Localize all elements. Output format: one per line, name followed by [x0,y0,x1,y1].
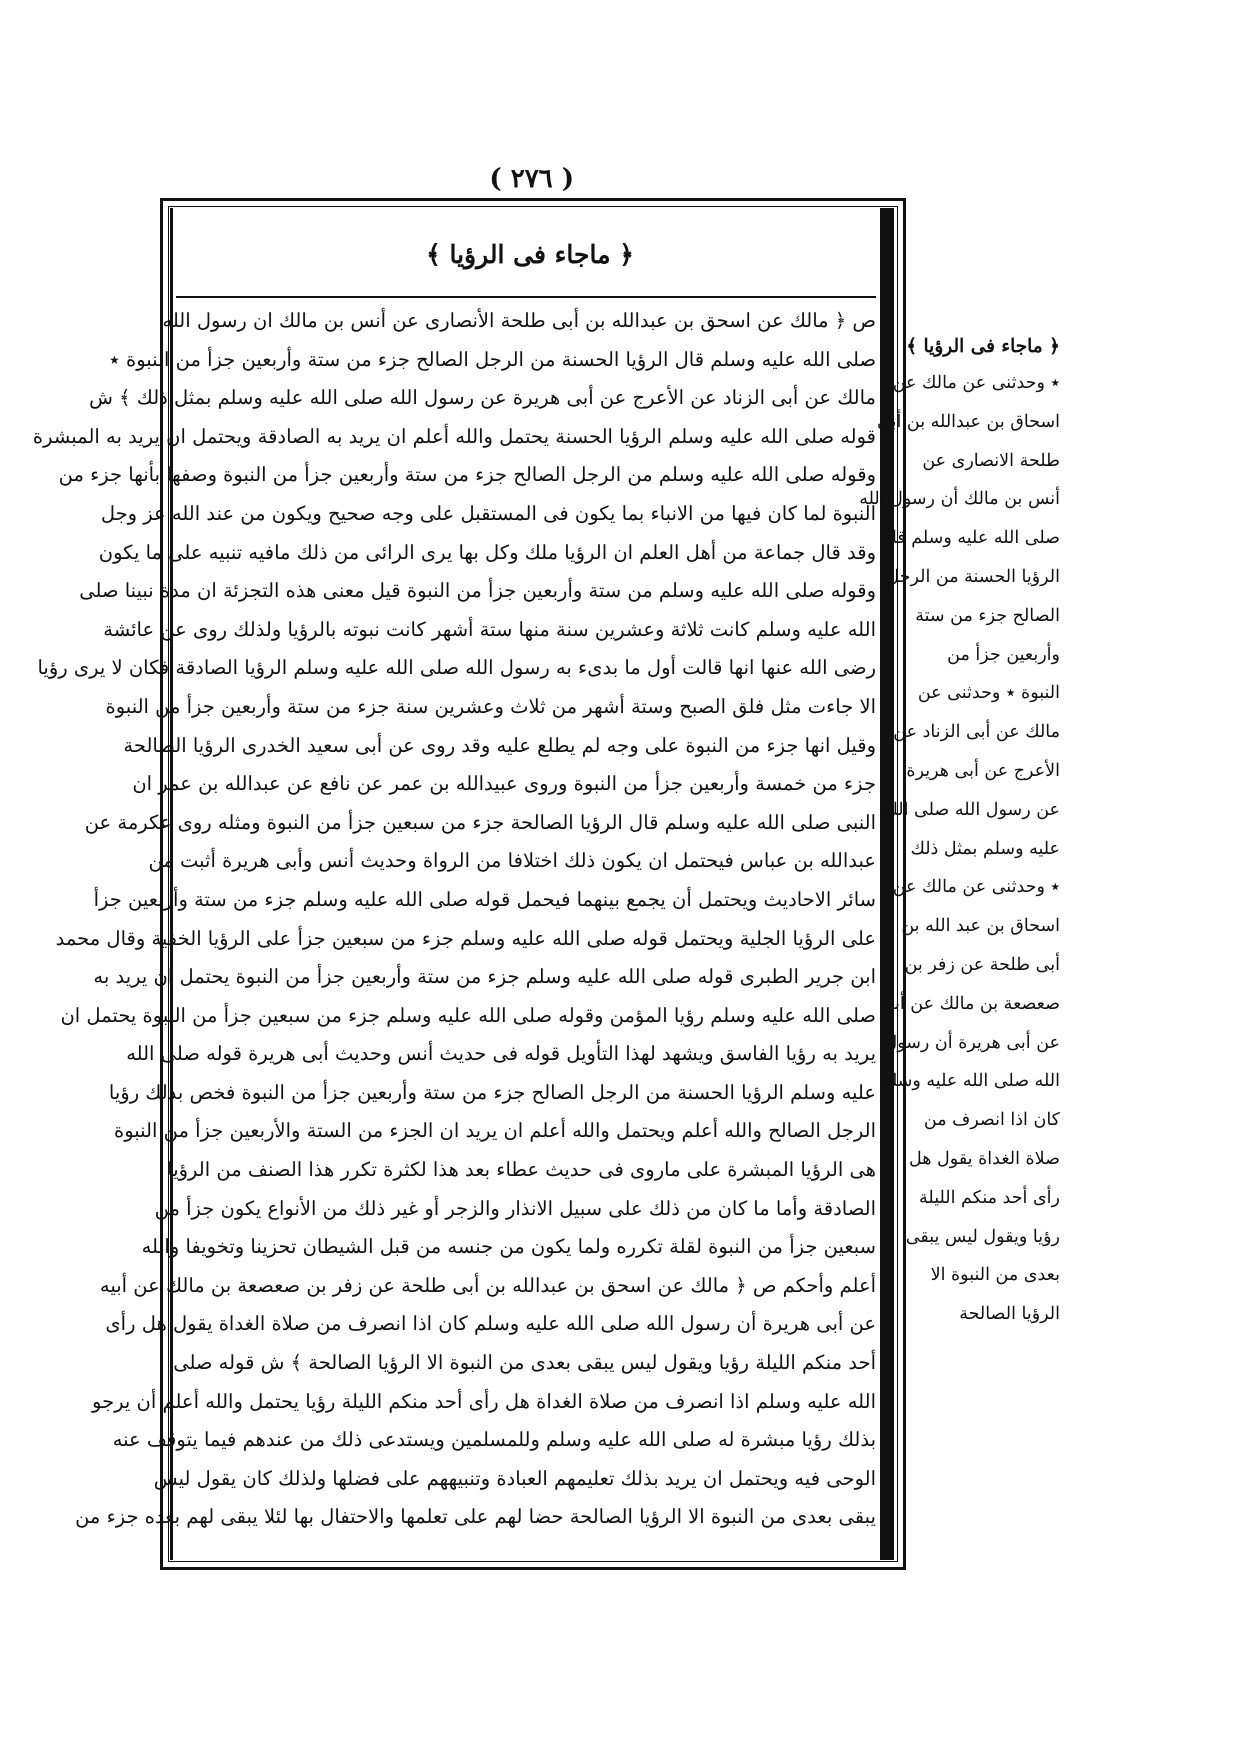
margin-line: طلحة الانصارى عن [922,450,1060,471]
margin-line: ٭ وحدثنى عن مالك عن [892,373,1060,393]
commentary-line: ابن جرير الطبرى قوله صلى الله عليه وسلم جزء من ستة وأربعين جزأ من النبوة يحتمل ان يريد به [93,965,876,989]
commentary-line: قوله صلى الله عليه وسلم الرؤيا الحسنة يحتمل والله أعلم ان يريد به الصادقة ويحتمل ان يريد به المبشرة [32,424,876,448]
chapter-heading: ﴿ ماجاء فى الرؤيا ﴾ [426,240,634,269]
margin-line: الأعرج عن أبى هريرة [906,760,1060,781]
margin-line: النبوة ٭ وحدثنى عن [917,683,1060,704]
commentary-line: يبقى بعدى من النبوة الا الرؤيا الصالحة حضا لهم على تعلمها والاحتفال بها لئلا يبقى لهم بعده جزء من [75,1505,876,1529]
commentary-line: سائر الاحاديث ويحتمل أن يجمع بينهما فيحمل قوله صلى الله عليه وسلم جزء من ستة وأربعين جزأ [93,887,876,911]
margin-line: كان اذا انصرف من [923,1110,1060,1131]
margin-line: صلى الله عليه وسلم قال [879,528,1060,549]
margin-line: عن أبى هريرة أن رسول [884,1032,1060,1053]
margin-line: صعصعة بن مالك عن أبيه [880,993,1060,1014]
commentary-line: أعلم وأحكم ص ﴿ مالك عن اسحق بن عبدالله بن أبى طلحة عن زفر بن صعصعة بن مالك عن أبيه [99,1273,876,1297]
margin-line: بعدى من النبوة الا [930,1265,1060,1286]
commentary-line: أحد منكم الليلة رؤيا ويقول ليس يبقى بعدى من النبوة الا الرؤيا الصالحة ﴾ ش قوله صلى [173,1351,876,1375]
margin-line: الرؤيا الصالحة [959,1304,1060,1325]
commentary-text-block [32,302,876,1558]
commentary-line: هى الرؤيا المبشرة على ماروى فى حديث عطاء بعد هذا لكثرة تكرر هذا الصنف من الرؤيا [167,1158,876,1182]
commentary-line: وقوله صلى الله عليه وسلم من ستة وأربعين جزأ من النبوة قيل معنى هذه التجزئة ان مدة نبينا صلى [79,579,876,603]
margin-line: الصالح جزء من ستة [915,605,1060,626]
margin-line: ٭ وحدثنى عن مالك عن [892,877,1060,898]
margin-line: اسحاق بن عبد الله بن [901,916,1060,937]
commentary-line: مالك عن أبى الزناد عن الأعرج عن أبى هريرة عن رسول الله صلى الله عليه وسلم بمثل ذلك ﴾ ش [89,386,876,410]
commentary-line: رضى الله عنها انها قالت أول ما بدىء به رسول الله صلى الله عليه وسلم الرؤيا الصادقة فكان لا يرى رؤيا [37,656,876,680]
margin-line: رؤيا ويقول ليس يبقى [905,1226,1060,1247]
margin-line: اسحاق بن عبدالله بن أبى [877,411,1060,432]
commentary-line: الله عليه وسلم كانت ثلاثة وعشرين سنة منها ستة أشهر كانت نبوته بالرؤيا ولذلك روى عن عائشة [103,617,876,641]
margin-line: عن رسول الله صلى الله [883,799,1060,820]
commentary-line: جزء من خمسة وأربعين جزأ من النبوة وروى عبيدالله بن عمر عن نافع عن عبدالله بن عمر ان [132,772,876,796]
commentary-line: الوحى فيه ويحتمل ان يريد بذلك تعليمهم العبادة وتنبيههم على فضلها ولذلك كان يقول ليس [153,1466,876,1490]
margin-line: صلاة الغداة يقول هل [909,1148,1060,1169]
margin-line: وأربعين جزأ من [947,644,1060,665]
commentary-line: الا جاءت مثل فلق الصبح وستة أشهر من ثلاث وعشرين سنة جزء من ستة وأربعين جزأ من النبوة [105,694,876,718]
commentary-line: الصادقة وأما ما كان من ذلك على سبيل الانذار والزجر أو غير ذلك من الأنواع يكون جزأ من [154,1196,876,1220]
commentary-line: النبى صلى الله عليه وسلم قال الرؤيا الصالحة جزء من سبعين جزأ من النبوة ومثله روى عكرمة عن [84,810,876,834]
commentary-line: ص ﴿ مالك عن اسحق بن عبدالله بن أبى طلحة الأنصارى عن أنس بن مالك ان رسول الله [162,309,876,332]
commentary-line: عليه وسلم الرؤيا الحسنة من الرجل الصالح جزء من ستة وأربعين جزأ من النبوة فخص بذلك رؤيا [108,1080,876,1104]
commentary-line: يريد به رؤيا الفاسق ويشهد لهذا التأويل قوله فى حديث أنس وحديث أبى هريرة قوله صلى الله [126,1042,876,1066]
margin-line: عليه وسلم بمثل ذلك [910,838,1060,859]
commentary-line: على الرؤيا الجلية ويحتمل قوله صلى الله عليه وسلم جزء من سبعين جزأ على الرؤيا الخفية وقال محمد [55,926,876,950]
margin-line: الله صلى الله عليه وسلم [880,1071,1060,1092]
margin-line: مالك عن أبى الزناد عن [893,722,1060,743]
margin-hadith-text [859,328,1060,1334]
commentary-line: عبدالله بن عباس فيحتمل ان يكون ذلك اختلافا من الرواة وحديث أنس وأبى هريرة أثبت من [148,849,876,873]
commentary-line: وقد قال جماعة من أهل العلم ان الرؤيا ملك وكل بها يرى الرائى من ذلك مافيه تنبيه على ما يكون [98,540,876,564]
margin-line: أبى طلحة عن زفر بن [904,954,1060,975]
margin-heading: ﴿ ماجاء فى الرؤيا ﴾ [906,336,1060,357]
margin-line: رأى أحد منكم الليلة [919,1187,1060,1208]
heading-divider [176,296,876,298]
commentary-line: الرجل الصالح والله أعلم ويحتمل والله أعلم ان يريد ان الجزء من الستة والأربعين جزأ من النبوة [113,1119,876,1143]
commentary-line: صلى الله عليه وسلم قال الرؤيا الحسنة من الرجل الصالح جزء من ستة وأربعين جزأ من النبوة ٭ [109,347,876,371]
margin-line: الرؤيا الحسنة من الرجل [886,566,1060,587]
commentary-line: سبعين جزأ من النبوة لقلة تكرره ولما يكون من جنسه من قبل الشيطان تحزينا وتخويفا والله [141,1235,876,1259]
commentary-line: وقيل انها جزء من النبوة على وجه لم يطلع عليه وقد روى عن أبى سعيد الخدرى الرؤيا الصالحة [123,733,876,757]
page-number: ( ٢٧٦ ) [489,164,574,194]
commentary-line: صلى الله عليه وسلم رؤيا المؤمن وقوله صلى الله عليه وسلم جزء من سبعين جزأ من النبوة يحتمل ان [60,1003,876,1027]
commentary-line: وقوله صلى الله عليه وسلم من الرجل الصالح جزء من ستة وأربعين جزأ من النبوة وصفها بأنها جزء من [58,463,876,487]
commentary-line: بذلك رؤيا مبشرة له صلى الله عليه وسلم وللمسلمين ويستدعى ذلك من عندهم فيما يتوقف عنه [112,1428,876,1452]
commentary-line: الله عليه وسلم اذا انصرف من صلاة الغداة هل رأى أحد منكم الليلة رؤيا يحتمل والله أعلم أن يرجو [92,1389,876,1413]
commentary-line: عن أبى هريرة أن رسول الله صلى الله عليه وسلم كان اذا انصرف من صلاة الغداة يقول هل رأى [105,1312,876,1336]
commentary-line: النبوة لما كان فيها من الانباء بما يكون فى المستقبل على وجه صحيح ويكون من عند الله عز وجل [100,501,876,525]
margin-line: أنس بن مالك أن رسول الله [859,489,1060,510]
